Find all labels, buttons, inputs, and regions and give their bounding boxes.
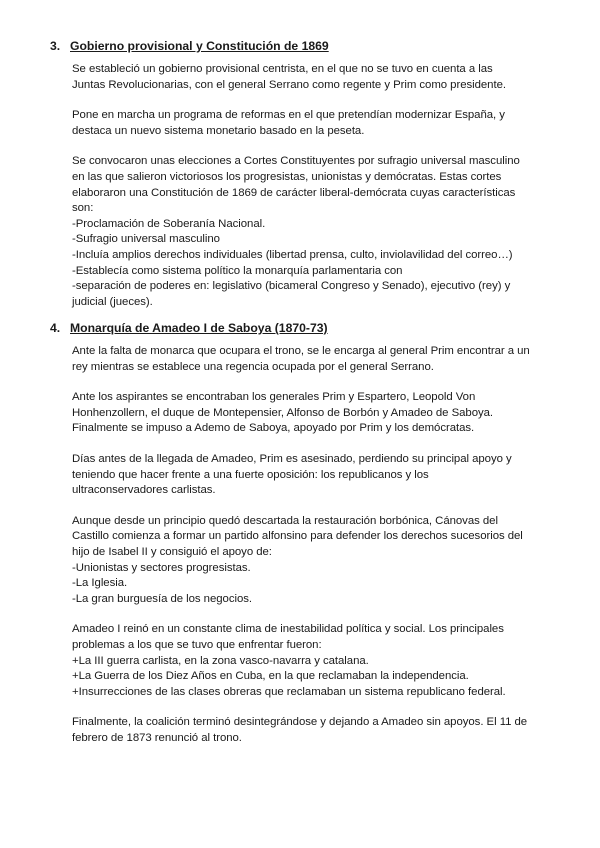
section-number: 3. xyxy=(50,39,61,53)
paragraph: Días antes de la llegada de Amadeo, Prim es asesinado, perdiendo su principal apoyo y teniendo que hacer frente a una fuerte oposición: los republicanos y los ultraconservadores carlistas. xyxy=(72,452,512,497)
paragraph-support-list: Aunque desde un principio quedó descartada la restauración borbónica, Cánovas del Castillo comienza a formar un partido alfonsino para defender los derechos sucesorios del hijo de Isabel II y consiguió el apoyo de: -Unionistas y sectores progresistas. -La Iglesia. -La gran burguesía de los negocios. xyxy=(72,514,523,605)
paragraph: Ante los aspirantes se encontraban los generales Prim y Espartero, Leopold Von Honhenzollern, el duque de Montepensier, Alfonso de Borbón y Amadeo de Saboya. Finalmente se impuso a Ademo de Saboya, apoyado por Prim y los demócratas. xyxy=(72,391,494,435)
section-gobierno-provisional xyxy=(0,38,600,310)
section-heading xyxy=(0,320,600,336)
paragraph: Se estableció un gobierno provisional centrista, en el que no se tuvo en cuenta a las Juntas Revolucionarias, con el general Serrano como regente y Prim como presidente. xyxy=(72,63,506,91)
paragraph-constitution-features: Se convocaron unas elecciones a Cortes Constituyentes por sufragio universal masculino en las que salieron victoriosos los progresistas, unionistas y demócratas. Estas cortes elaboraron una Constitución de 1869 de carácter liberal-demócrata cuyas características son: -Proclamación de Soberanía Nacional. -Sufragio universal masculino -Incluía amplios derechos individuales (libertad prensa, culto, inviolavilidad del correo…) -Establecía como sistema político la monarquía parlamentaria con -separación de poderes en: legislativo (bicameral Congreso y Senado), ejecutivo (rey) y judicial (jueces). xyxy=(72,155,520,308)
section-monarquia-amadeo xyxy=(0,320,600,761)
paragraph: Pone en marcha un programa de reformas en el que pretendían modernizar España, y destaca un nuevo sistema monetario basado en la peseta. xyxy=(72,109,505,137)
section-title: Monarquía de Amadeo I de Saboya (1870-73) xyxy=(70,321,328,335)
section-heading xyxy=(0,38,600,54)
paragraph: Finalmente, la coalición terminó desintegrándose y dejando a Amadeo sin apoyos. El 11 de febrero de 1873 renunció al trono. xyxy=(72,716,528,744)
paragraph: Ante la falta de monarca que ocupara el trono, se le encarga al general Prim encontrar a un rey mientras se establece una regencia ocupada por el general Serrano. xyxy=(72,345,530,373)
paragraph-problems-list: Amadeo I reinó en un constante clima de inestabilidad política y social. Los principales problemas a los que se tuvo que enfrentar fueron: +La III guerra carlista, en la zona vasco-navarra y catalana. +La Guerra de los Diez Años en Cuba, en la que reclamaban la independencia. +Insurrecciones de las clases obreras que reclamaban un sistema republicano federal. xyxy=(72,623,506,698)
section-number: 4. xyxy=(50,321,61,335)
section-title: Gobierno provisional y Constitución de 1869 xyxy=(70,39,329,53)
